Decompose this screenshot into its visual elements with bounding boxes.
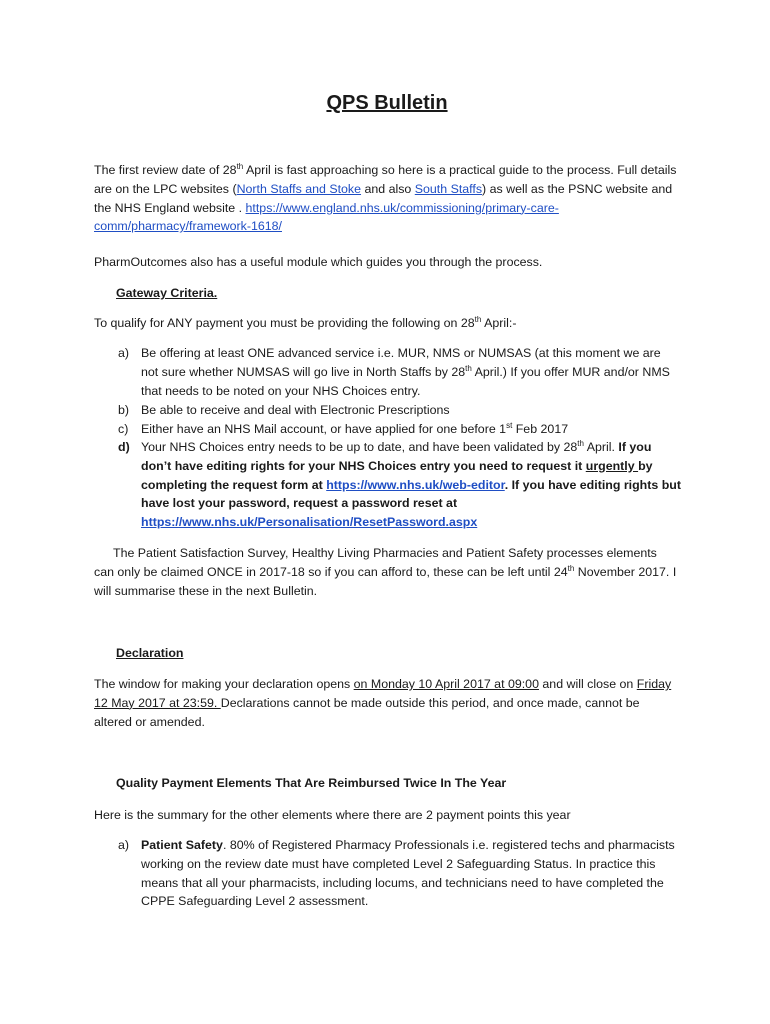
- south-staffs-link[interactable]: South Staffs: [414, 181, 483, 196]
- gateway-heading: Gateway Criteria.: [116, 286, 218, 300]
- quality-heading: Quality Payment Elements That Are Reimbursed Twice In The Year: [116, 776, 507, 790]
- list-item: b) Be able to receive and deal with Electronic Prescriptions: [118, 403, 450, 417]
- list-item: d) Your NHS Choices entry needs to be up to date, and have been validated by 28th April. If you don’t have editing rights for your NHS Choices entry you need to request it urgently by completing the request form at https://www.nhs.uk/web-editor. If you have editing rights but have lost your password, request a password reset at https://www.nhs.uk/Personalisation/ResetPassword.aspx: [118, 438, 681, 530]
- list-item: a) Be offering at least ONE advanced service i.e. MUR, NMS or NUMSAS (at this moment we are not sure whether NUMSAS will go live in North Staffs by 28th April.) If you offer MUR and/or NMS that needs to be noted on your NHS Choices entry.: [118, 346, 670, 398]
- web-editor-link[interactable]: https://www.nhs.uk/web-editor: [326, 477, 505, 492]
- pharmoutcomes-paragraph: PharmOutcomes also has a useful module which guides you through the process.: [94, 255, 543, 269]
- north-staffs-link[interactable]: North Staffs and Stoke: [236, 181, 362, 196]
- patient-survey-paragraph: The Patient Satisfaction Survey, Healthy Living Pharmacies and Patient Safety processes elements can only be claimed ONCE in 2017-18 so if you can afford to, these can be left until 24th November 2017. I will summarise these in the next Bulletin.: [94, 546, 677, 598]
- quality-summary: Here is the summary for the other elements where there are 2 payment points this year: [94, 808, 571, 822]
- list-item: a) Patient Safety. 80% of Registered Pharmacy Professionals i.e. registered techs and pharmacists working on the review date must have completed Level 2 Safeguarding Status. In practice this means that all your pharmacists, including locums, and technicians need to have completed the CPPE Safeguarding Level 2 assessment.: [118, 838, 675, 909]
- page-title: QPS Bulletin: [326, 92, 448, 114]
- qualify-paragraph: To qualify for ANY payment you must be providing the following on 28th April:-: [94, 314, 517, 330]
- list-item: c) Either have an NHS Mail account, or have applied for one before 1st Feb 2017: [118, 420, 569, 436]
- nhs-england-link[interactable]: https://www.england.nhs.uk/commissioning/primary-care-comm/pharmacy/framework-1618/: [94, 200, 559, 234]
- intro-paragraph: The first review date of 28th April is fast approaching so here is a practical guide to the process. Full details are on the LPC websites (North Staffs and Stoke and also South Staffs) as well as the PSNC website and the NHS England website . https://www.england.nhs.uk/commissioning/primary-care-comm/pharmacy/framework-1618/: [94, 161, 677, 234]
- reset-password-link[interactable]: https://www.nhs.uk/Personalisation/ResetPassword.aspx: [141, 515, 478, 530]
- declaration-heading: Declaration: [116, 646, 184, 660]
- declaration-paragraph: The window for making your declaration opens on Monday 10 April 2017 at 09:00 and will close on Friday 12 May 2017 at 23:59. Declarations cannot be made outside this period, and once made, cannot be altered or amended.: [94, 677, 672, 729]
